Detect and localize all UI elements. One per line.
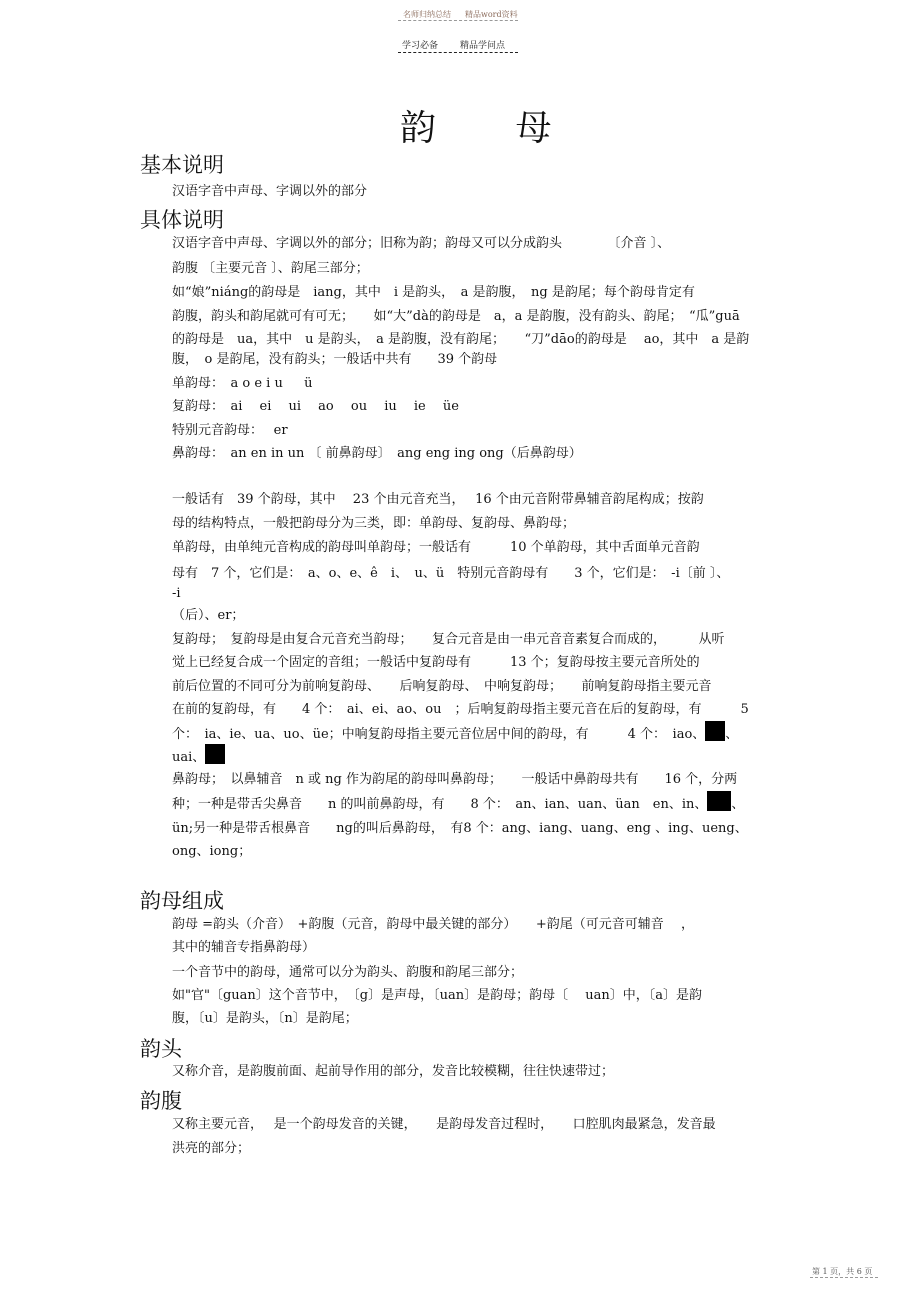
header-sub-left: 学习必备 [402,41,439,51]
page-title: 韵 母 [400,108,586,149]
detail-line: 韵腹 〔主要元音 〕、韵尾三部分； [172,261,369,276]
detail-line: 腹， o 是韵尾，没有韵头；一般话中共有 39 个韵母 [172,352,498,367]
heading-basic: 基本说明 [140,153,224,177]
detail-line: 的韵母是 ua，其中 u 是韵头， a 是韵腹，没有韵尾； “刀”dāo的韵母是 ao，其中 a 是韵 [172,332,750,347]
detail-line [172,744,225,769]
detail-line: 如“娘”niáng的韵母是 iang，其中 i 是韵头， a 是韵腹， ng 是韵尾；每个韵母肯定有 [172,285,695,300]
composition-line: 如"官"〔guan〕这个音节中， 〔g〕是声母，〔uan〕是韵母；韵母〔 uan〕中，〔a〕是韵 [172,988,702,1003]
detail-line: -i [172,586,181,601]
page-number: 第 1 页，共 6 页 [812,1267,873,1276]
heading-yuntou: 韵头 [140,1037,182,1061]
detail-line: 汉语字音中声母、字调以外的部分；旧称为韵；韵母又可以分成韵头 〔介音 〕、 [172,236,671,251]
heading-detail: 具体说明 [140,208,224,232]
detail-line: 在前的复韵母，有 4 个： ai、ei、ao、ou ；后响复韵母指主要元音在后的复韵母，有 5 [172,702,749,717]
detail-line: 个： ia、ie、ua、uo、üe；中响复韵母指主要元音位居中间的韵母，有 4 个： iao、 、 [172,721,738,746]
header-sub [402,38,527,51]
detail-line: 单韵母： a o e i u ü [172,376,313,391]
heading-composition: 韵母组成 [140,889,224,913]
yunfu-line: 又称主要元音， 是一个韵母发音的关键， 是韵母发音过程时， 口腔肌肉最紧急，发音最 [172,1117,716,1132]
detail-line: 一般话有 39 个韵母，其中 23 个由元音充当， 16 个由元音附带鼻辅音韵尾构成；按韵 [172,492,704,507]
redacted-box [205,744,225,764]
composition-line: 韵母 =韵头（介音） +韵腹（元音，韵母中最关键的部分） +韵尾（可元音可辅音 ， [172,917,694,932]
detail-line: （后）、er； [172,608,245,623]
basic-line: 汉语字音中声母、字调以外的部分 [172,184,368,199]
detail-line-text: uai、 [172,750,206,765]
detail-line: 母的结构特点，一般把韵母分为三类，即：单韵母、复韵母、鼻韵母； [172,516,576,531]
detail-line: 复韵母； 复韵母是由复合元音充当韵母； 复合元音是由一串元音音素复合而成的， 从听 [172,632,725,647]
detail-line: 鼻韵母； 以鼻辅音 n 或 ng 作为韵尾的韵母叫鼻韵母； 一般话中鼻韵母共有 16 个，分两 [172,772,738,787]
header-top-left: 名师归纳总结 [403,10,451,19]
composition-line: 其中的辅音专指鼻韵母） [172,940,316,955]
heading-yunfu: 韵腹 [140,1089,182,1113]
detail-line: ong、iong； [172,844,252,859]
detail-line: 觉上已经复合成一个固定的音组；一般话中复韵母有 13 个；复韵母按主要元音所处的 [172,655,700,670]
detail-line: 单韵母，由单纯元音构成的韵母叫单韵母；一般话有 10 个单韵母，其中舌面单元音韵 [172,540,700,555]
detail-line: 前后位置的不同可分为前响复韵母、 后响复韵母、 中响复韵母； 前响复韵母指主要元音 [172,679,712,694]
detail-line-text: 种；一种是带舌尖鼻音 n 的叫前鼻韵母，有 8 个： an、ian、uan、üan en、in、 [172,797,708,812]
composition-line: 腹，〔u〕是韵头，〔n〕是韵尾； [172,1011,358,1026]
detail-line: 鼻韵母： an en in un 〔 前鼻韵母〕 ang eng ing ong（后鼻韵母） [172,446,582,461]
header-divider-2 [398,52,518,53]
footer-divider [810,1277,878,1278]
detail-line-text: 个： ia、ie、ua、uo、üe；中响复韵母指主要元音位居中间的韵母，有 4 个： iao、 [172,727,706,742]
yunfu-line: 洪亮的部分； [172,1141,251,1156]
header-top [403,9,532,20]
detail-line: 特别元音韵母： er [172,423,288,438]
composition-line: 一个音节中的韵母，通常可以分为韵头、韵腹和韵尾三部分； [172,965,524,980]
redacted-box [707,791,731,811]
header-top-right: 精品word资料 [465,10,518,19]
yuntou-line: 又称介音，是韵腹前面、起前导作用的部分，发音比较模糊，往往快速带过； [172,1064,615,1079]
header-sub-right: 精品学问点 [460,41,506,51]
redacted-box [705,721,725,741]
detail-line: 复韵母： ai ei ui ao ou iu ie üe [172,399,459,414]
detail-line: 种；一种是带舌尖鼻音 n 的叫前鼻韵母，有 8 个： an、ian、uan、üan en、in、 、 [172,791,744,816]
detail-line: 母有 7 个，它们是： a、o、e、ê i、 u、ü 特别元音韵母有 3 个，它们是： -i〔前 〕、 [172,566,730,581]
header-divider-1 [398,20,518,21]
detail-line: 韵腹，韵头和韵尾就可有可无； 如“大”dà的韵母是 a，a 是韵腹，没有韵头、韵尾； “瓜”guā [172,309,740,324]
detail-line: ün;另一种是带舌根鼻音 ng的叫后鼻韵母， 有8 个：ang、iang、uang、eng 、ing、ueng、 [172,821,748,836]
